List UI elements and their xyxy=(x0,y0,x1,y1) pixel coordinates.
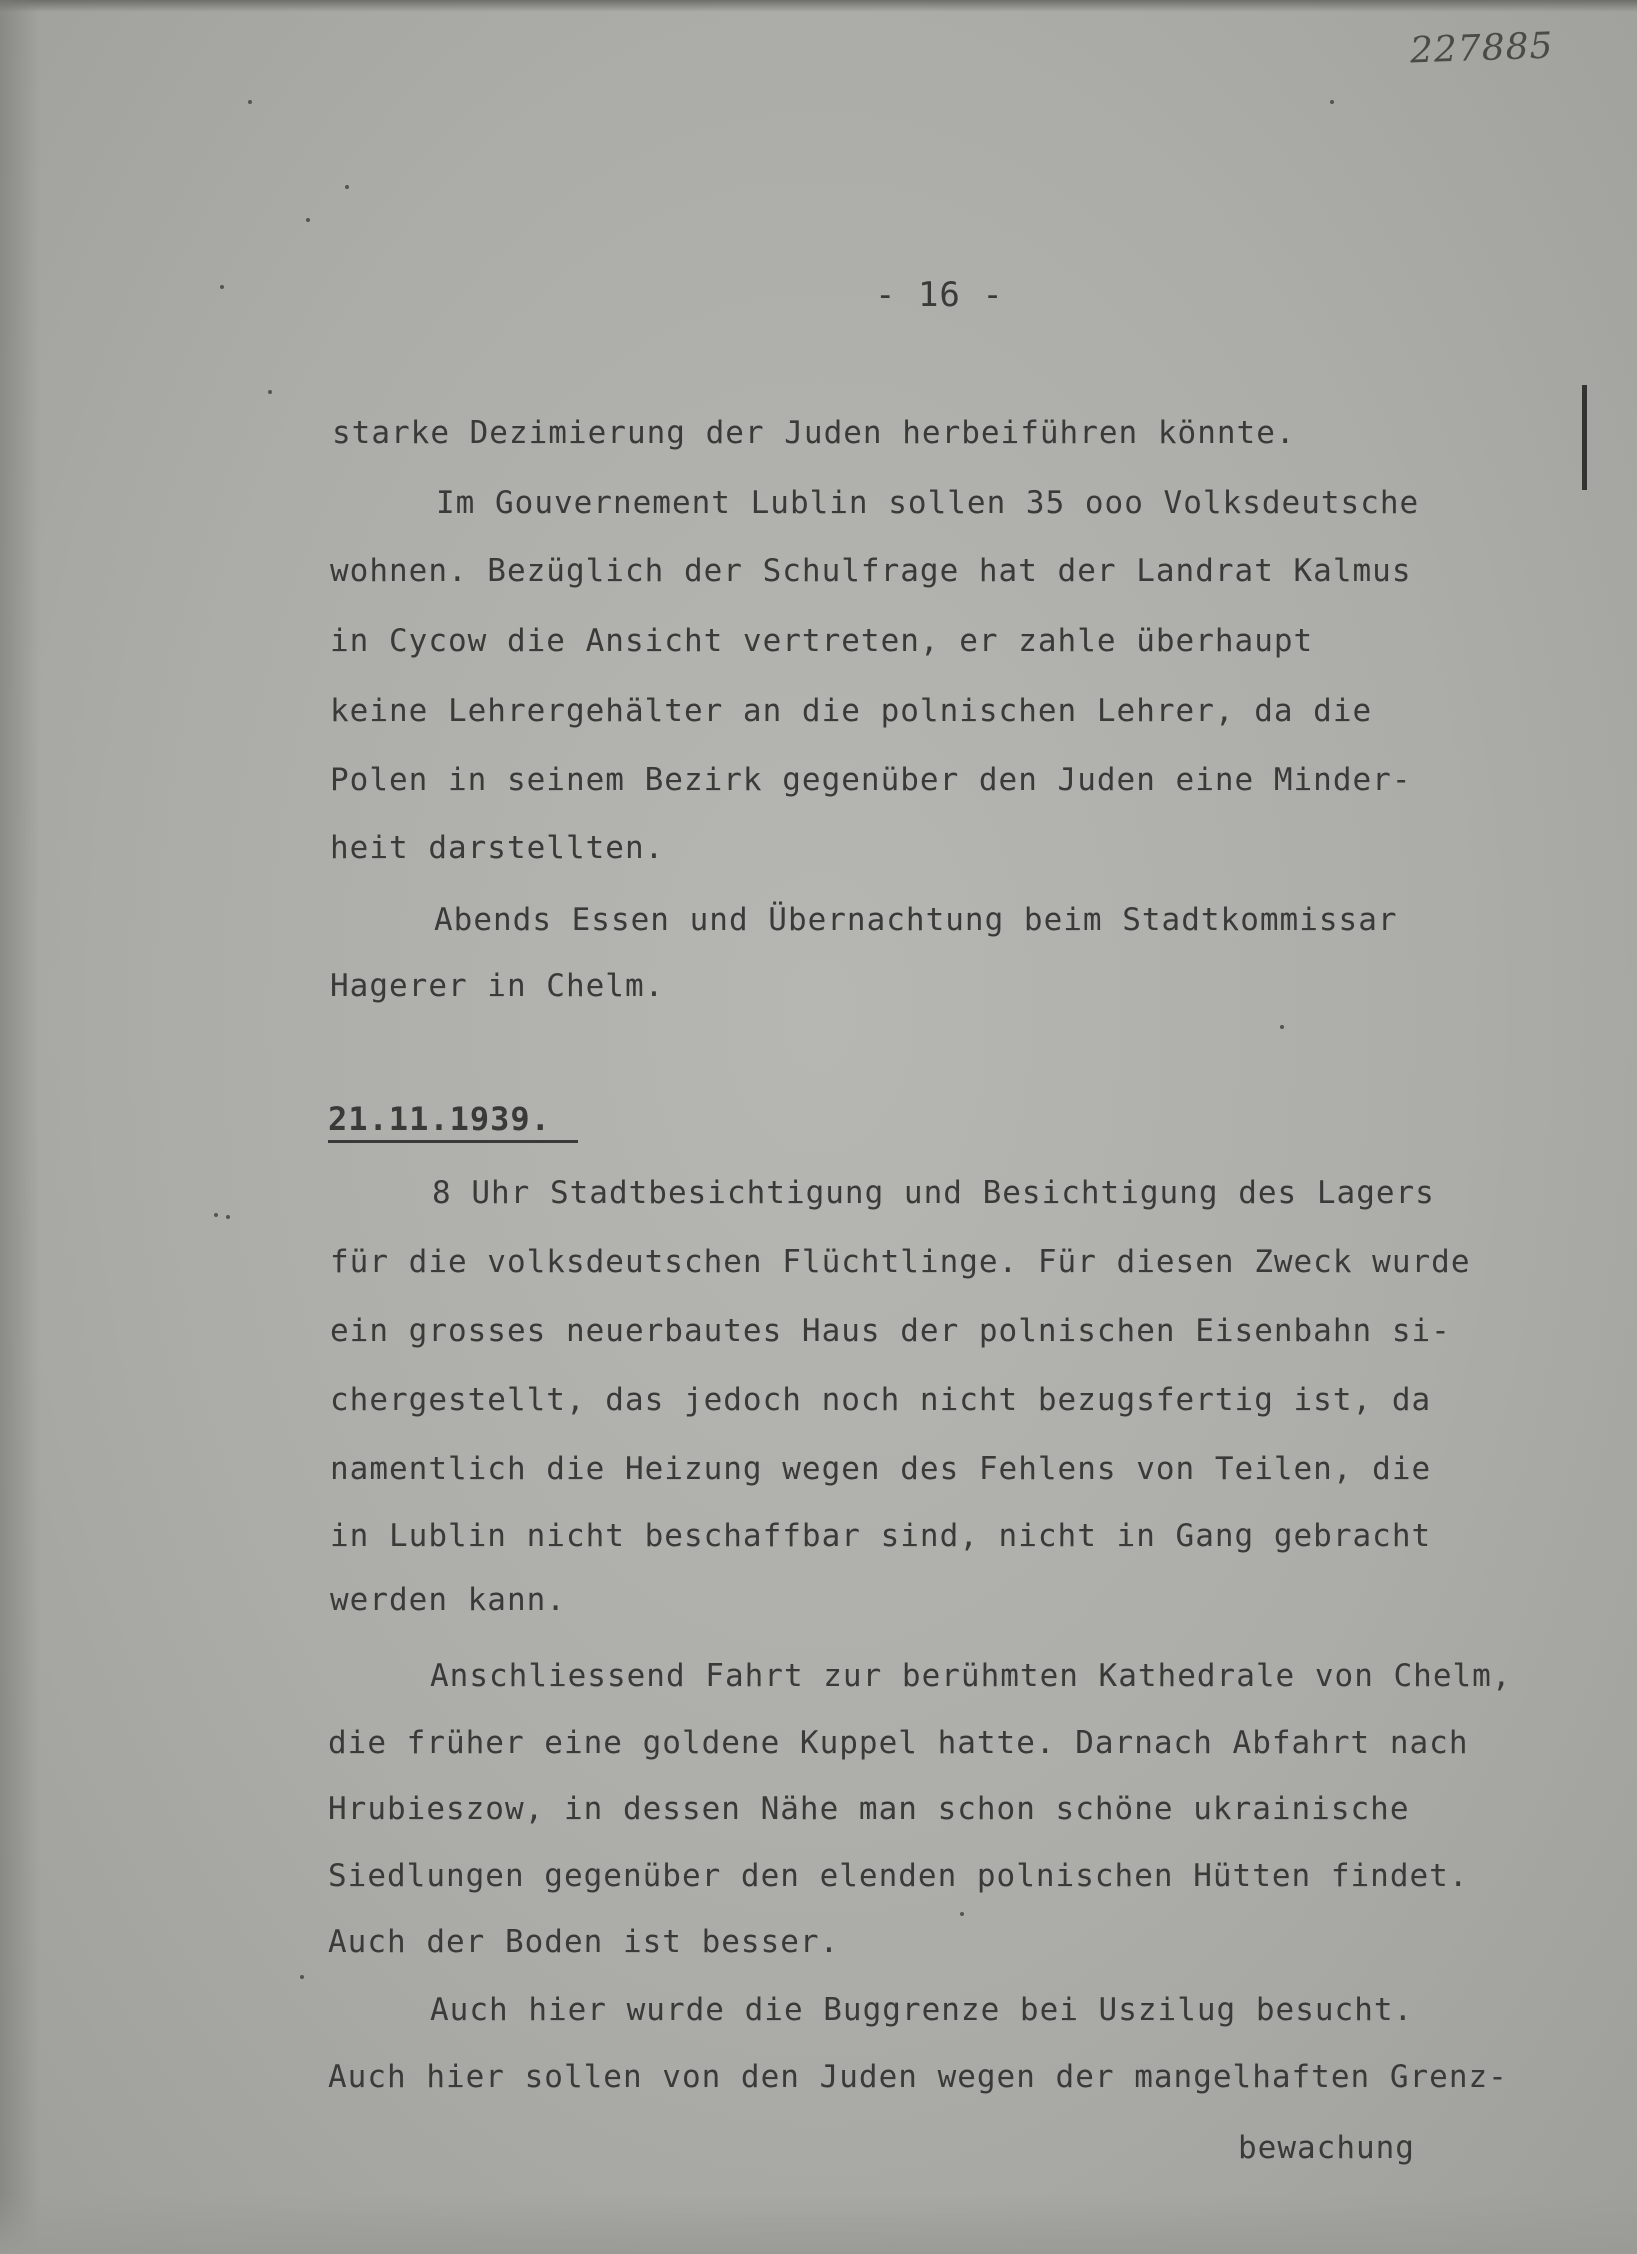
text-line: in Lublin nicht beschaffbar sind, nicht in Gang gebracht xyxy=(330,1518,1432,1554)
text-line: in Cycow die Ansicht vertreten, er zahle überhaupt xyxy=(330,623,1314,659)
text-line: für die volksdeutschen Flüchtlinge. Für diesen Zweck wurde xyxy=(330,1244,1471,1280)
text-line: Anschliessend Fahrt zur berühmten Kathedrale von Chelm, xyxy=(430,1658,1512,1694)
text-line: chergestellt, das jedoch noch nicht bezugsfertig ist, da xyxy=(330,1382,1432,1418)
text-line: Auch hier sollen von den Juden wegen der mangelhaften Grenz- xyxy=(328,2059,1508,2095)
page-number: - 16 - xyxy=(875,275,1004,315)
paper-speck xyxy=(268,390,272,394)
paper-speck xyxy=(306,218,310,222)
text-line: Hrubieszow, in dessen Nähe man schon schöne ukrainische xyxy=(328,1791,1410,1827)
text-line: keine Lehrergehälter an die polnischen Lehrer, da die xyxy=(330,693,1373,729)
text-line: ein grosses neuerbautes Haus der polnischen Eisenbahn si- xyxy=(330,1313,1451,1349)
margin-mark xyxy=(1582,385,1587,490)
paper-speck xyxy=(1280,1025,1284,1029)
paper-speck xyxy=(345,185,349,189)
text-line: werden kann. xyxy=(330,1582,566,1618)
text-line: 8 Uhr Stadtbesichtigung und Besichtigung des Lagers xyxy=(432,1175,1435,1211)
text-line: Polen in seinem Bezirk gegenüber den Juden eine Minder- xyxy=(330,762,1412,798)
bottom-edge-shadow xyxy=(0,2194,1637,2254)
paper-speck xyxy=(248,100,252,104)
text-line: die früher eine goldene Kuppel hatte. Darnach Abfahrt nach xyxy=(328,1725,1469,1761)
paper-speck xyxy=(1330,100,1334,104)
text-line: Siedlungen gegenüber den elenden polnischen Hütten findet. xyxy=(328,1858,1469,1894)
text-line: Abends Essen und Übernachtung beim Stadtkommissar xyxy=(434,902,1398,938)
paper-speck xyxy=(220,285,224,289)
text-line: heit darstellten. xyxy=(330,830,665,866)
date-heading: 21.11.1939. xyxy=(328,1100,551,1138)
date-underline xyxy=(328,1140,578,1143)
paper-speck xyxy=(226,1215,230,1219)
text-line: Hagerer in Chelm. xyxy=(330,968,665,1004)
text-line: starke Dezimierung der Juden herbeiführen könnte. xyxy=(332,415,1296,451)
text-line: bewachung xyxy=(1238,2130,1415,2166)
paper-speck xyxy=(300,1975,304,1979)
top-edge-shadow xyxy=(0,0,1637,12)
text-line: namentlich die Heizung wegen des Fehlens von Teilen, die xyxy=(330,1451,1432,1487)
paper-speck xyxy=(214,1213,218,1217)
text-line: wohnen. Bezüglich der Schulfrage hat der Landrat Kalmus xyxy=(330,553,1412,589)
text-line: Im Gouvernement Lublin sollen 35 ooo Volksdeutsche xyxy=(436,485,1420,521)
left-edge-shadow xyxy=(0,0,40,2254)
text-line: Auch der Boden ist besser. xyxy=(328,1924,840,1960)
paper-speck xyxy=(960,1912,964,1916)
archive-number-handwritten: 227885 xyxy=(1409,25,1555,72)
text-line: Auch hier wurde die Buggrenze bei Uszilug besucht. xyxy=(430,1992,1414,2028)
